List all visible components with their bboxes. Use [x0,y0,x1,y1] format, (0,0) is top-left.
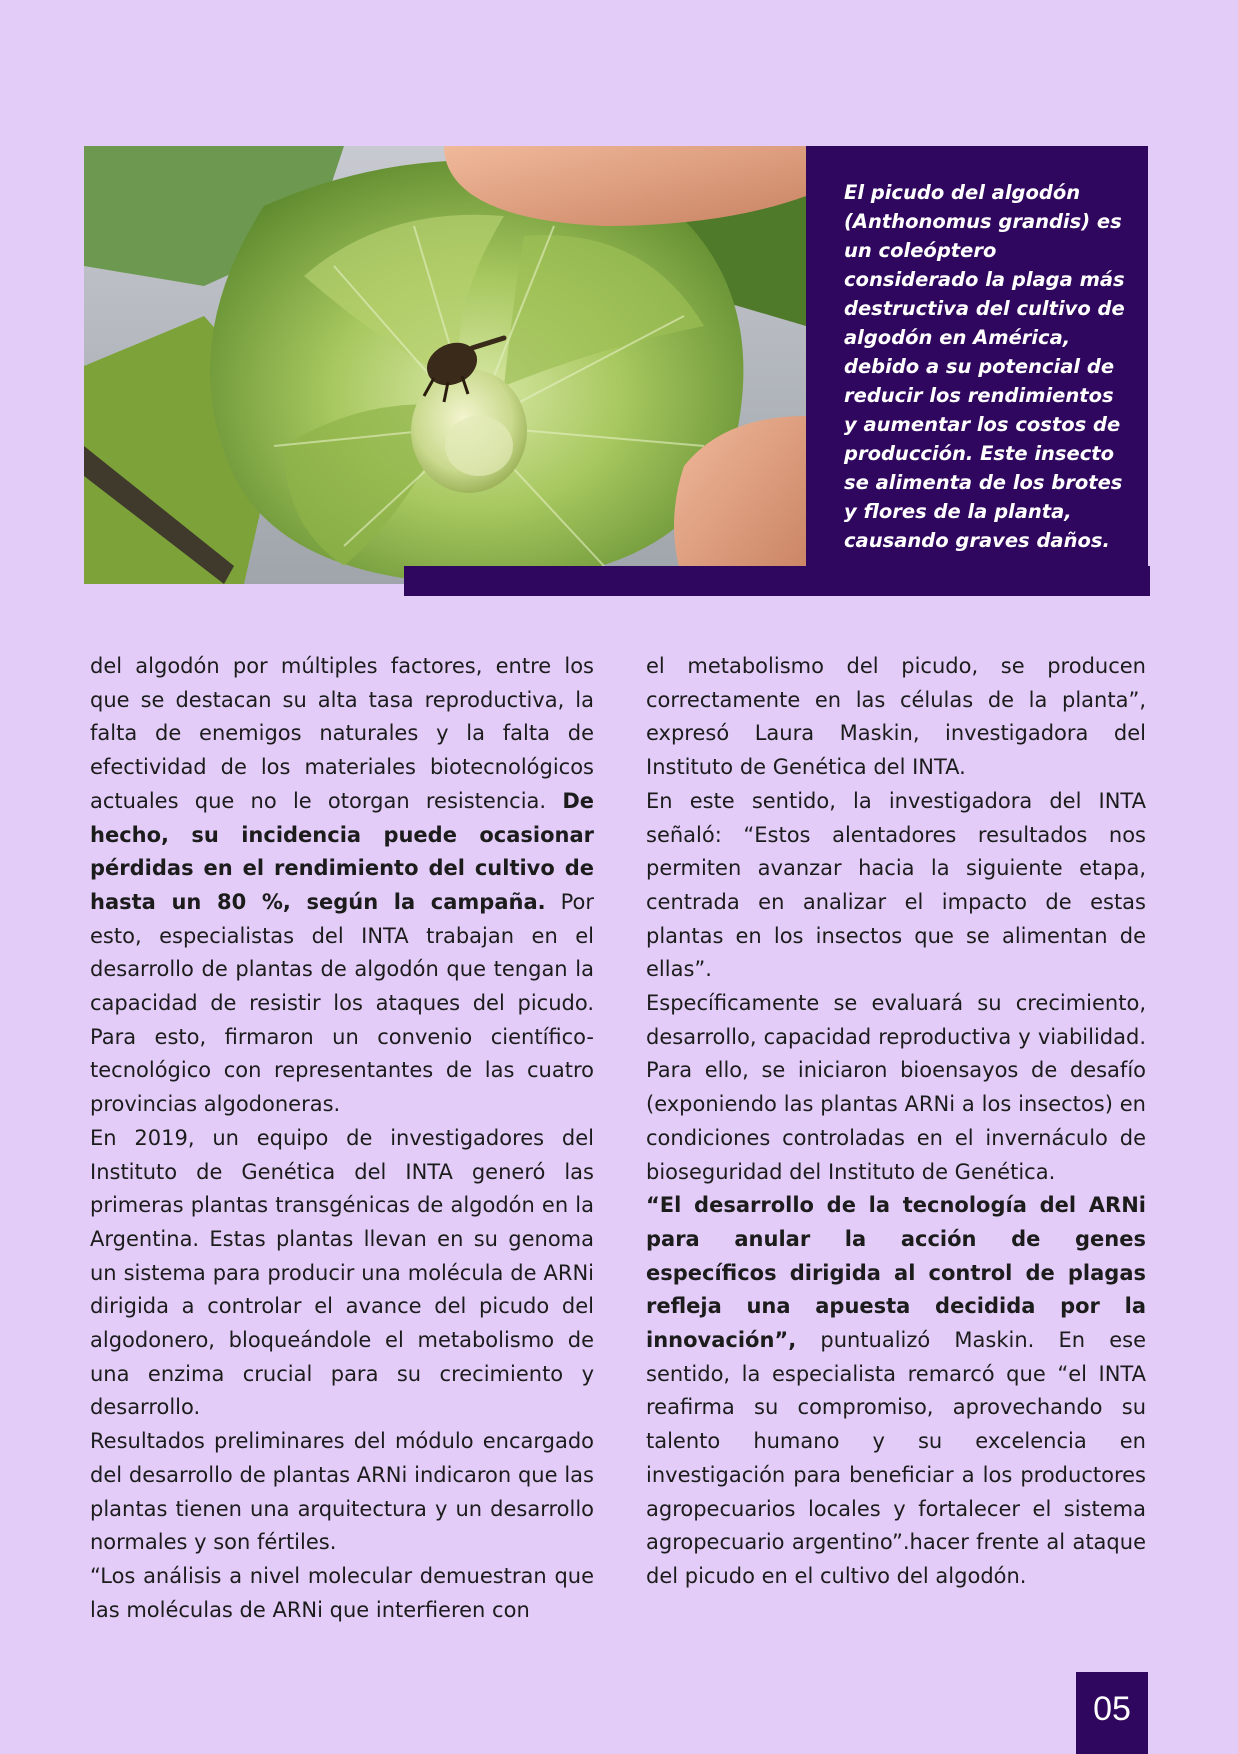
left-paragraph-1 [90,650,594,1122]
left-paragraph-2: En 2019, un equipo de investigadores del Instituto de Genética del INTA generó las primeras plantas transgénicas de algodón en la Argentina. Estas plantas llevan en su genoma un sistema para producir una molécula de ARNi dirigida a controlar el avance del picudo del algodonero, bloqueándole el metabolismo de una enzima crucial para su crecimiento y desarrollo. [90,1125,594,1420]
caption-box [806,146,1148,566]
right-p4-bold: “El desarrollo de la tecnología del ARNi para anular la acción de genes específicos dirigida al control de plagas refleja una apuesta decidida por la innovación”, [646,1193,1146,1353]
cotton-weevil-photo [84,146,806,584]
right-paragraph-4 [646,1189,1146,1593]
left-paragraph-4: “Los análisis a nivel molecular demuestran que las moléculas de ARNi que interfieren con [90,1563,594,1622]
left-p1-text: del algodón por múltiples factores, entre los que se destacan su alta tasa reproductiva, la falta de enemigos naturales y la falta de efectividad de los materiales biotecnológicos actuales que no le otorgan resistencia. [90,654,594,813]
left-p1-text-end: Por esto, especialistas del INTA trabajan en el desarrollo de plantas de algodón que tengan la capacidad de resistir los ataques del picudo. Para esto, firmaron un convenio científico-tecnológico con representantes de las cuatro provincias algodoneras. [90,889,595,1117]
left-column [90,650,594,1627]
right-column [646,650,1146,1594]
right-paragraph-2: En este sentido, la investigadora del INTA señaló: “Estos alentadores resultados nos permiten avanzar hacia la siguiente etapa, centrada en analizar el impacto de estas plantas en los insectos que se alimentan de ellas”. [646,788,1146,982]
photo-caption: El picudo del algodón (Anthonomus grandis) es un coleóptero considerado la plaga más destructiva del cultivo de algodón en América, debido a su potencial de reducir los rendimientos y aumentar los costos de producción. Este insecto se alimenta de los brotes y flores de la planta, causando graves daños. [844,181,1125,552]
left-paragraph-3: Resultados preliminares del módulo encargado del desarrollo de plantas ARNi indicaron que las plantas tienen una arquitectura y un desarrollo normales y son fértiles. [90,1429,594,1555]
cotton-flower-illustration [84,146,806,584]
right-paragraph-1: el metabolismo del picudo, se producen correctamente en las células de la planta”, expresó Laura Maskin, investigadora del Instituto de Genética del INTA. [646,654,1146,780]
left-p1-bold: De hecho, su incidencia puede ocasionar pérdidas en el rendimiento del cultivo de hasta un 80 %, según la campaña. [90,788,594,914]
page-number-box [1076,1672,1148,1754]
decorative-bar [404,566,1150,596]
page-number: 05 [1093,1690,1131,1728]
right-p4-text: puntualizó Maskin. En ese sentido, la especialista remarcó que “el INTA reafirma su compromiso, aprovechando su talento humano y su excelencia en investigación para beneficiar a los productores agropecuarios locales y fortalecer el sistema agropecuario argentino”.hacer frente al ataque del picudo en el cultivo del algodón. [646,1328,1146,1588]
right-paragraph-3: Específicamente se evaluará su crecimiento, desarrollo, capacidad reproductiva y viabilidad. Para ello, se iniciaron bioensayos de desafío (exponiendo las plantas ARNi a los insectos) en condiciones controladas en el invernáculo de bioseguridad del Instituto de Genética. [646,991,1146,1184]
